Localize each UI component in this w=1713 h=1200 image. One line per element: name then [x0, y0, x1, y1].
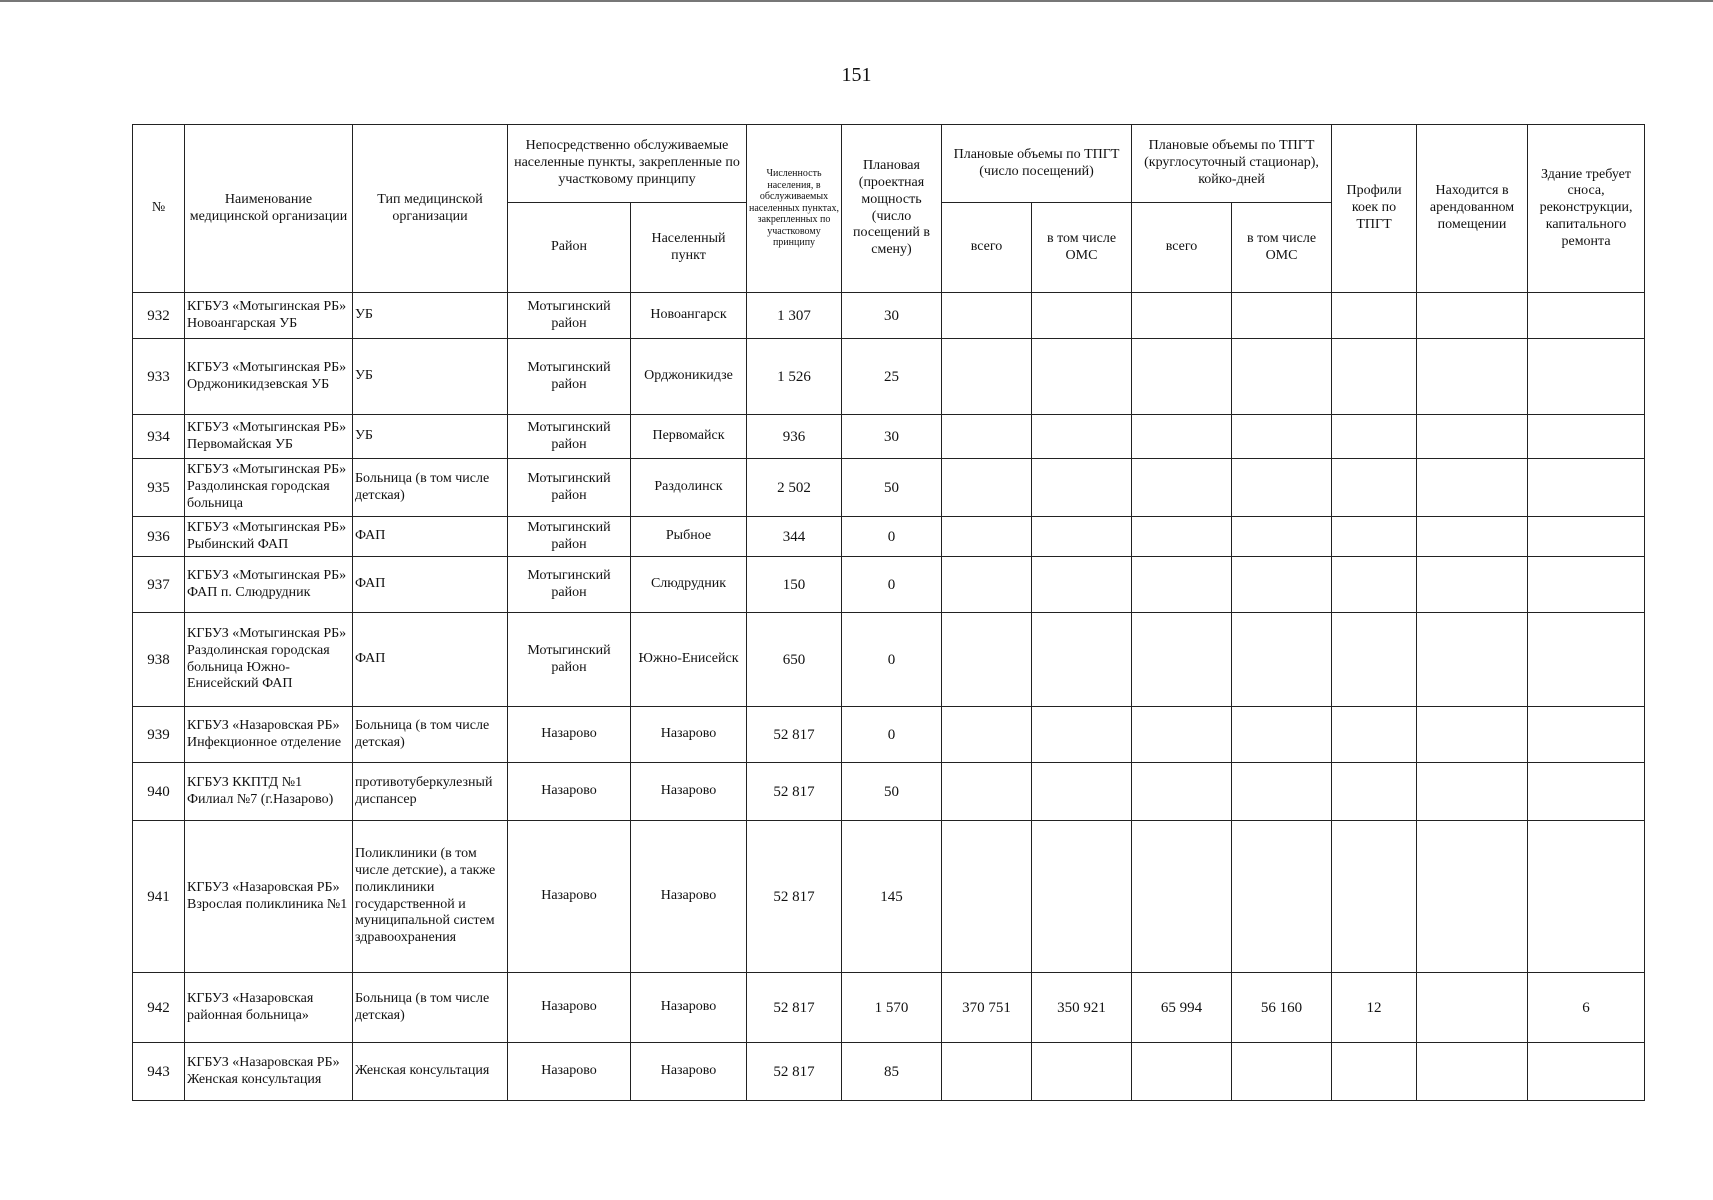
district-cell: Назарово: [508, 707, 631, 763]
district-cell: Мотыгинский район: [508, 613, 631, 707]
settlement-cell: Назарово: [631, 763, 747, 821]
bed-profiles-cell: 12: [1332, 973, 1417, 1043]
table-row: [133, 517, 1645, 557]
header-demolition: Здание требует сноса, реконструкции, капитального ремонта: [1528, 125, 1645, 293]
table-row: [133, 459, 1645, 517]
org-type-cell: Больница (в том числе детская): [353, 707, 508, 763]
demolition-cell: [1528, 613, 1645, 707]
row-number: 933: [133, 339, 185, 415]
beds-oms-cell: [1232, 459, 1332, 517]
rented-cell: [1417, 517, 1528, 557]
table-row: [133, 293, 1645, 339]
demolition-cell: 6: [1528, 973, 1645, 1043]
header-settlements-group: Непосредственно обслуживаемые населенные пункты, закрепленные по участковому принципу: [508, 125, 747, 203]
demolition-cell: [1528, 415, 1645, 459]
table-row: [133, 613, 1645, 707]
beds-oms-cell: [1232, 293, 1332, 339]
header-settlement: Населенный пункт: [631, 203, 747, 293]
district-cell: Мотыгинский район: [508, 339, 631, 415]
demolition-cell: [1528, 557, 1645, 613]
visits-oms-cell: [1032, 821, 1132, 973]
settlement-cell: Новоангарск: [631, 293, 747, 339]
bed-profiles-cell: [1332, 459, 1417, 517]
org-type-cell: УБ: [353, 293, 508, 339]
header-beds-group: Плановые объемы по ТПГТ (круглосуточный стационар), койко-дней: [1132, 125, 1332, 203]
header-org-type: Тип медицинской организации: [353, 125, 508, 293]
visits-oms-cell: [1032, 415, 1132, 459]
demolition-cell: [1528, 293, 1645, 339]
row-number: 941: [133, 821, 185, 973]
beds-oms-cell: [1232, 707, 1332, 763]
org-type-cell: ФАП: [353, 517, 508, 557]
bed-profiles-cell: [1332, 763, 1417, 821]
beds-oms-cell: [1232, 763, 1332, 821]
rented-cell: [1417, 293, 1528, 339]
visits-oms-cell: [1032, 1043, 1132, 1101]
org-name-cell: КГБУЗ «Назаровская РБ» Взрослая поликлиника №1: [185, 821, 353, 973]
visits-total-cell: [942, 821, 1032, 973]
demolition-cell: [1528, 1043, 1645, 1101]
visits-oms-cell: [1032, 707, 1132, 763]
page-number: 151: [841, 64, 872, 86]
rented-cell: [1417, 459, 1528, 517]
org-type-cell: Поликлиники (в том числе детские), а также поликлиники государственной и муниципальной систем здравоохранения: [353, 821, 508, 973]
facilities-table: [132, 124, 1645, 1101]
bed-profiles-cell: [1332, 1043, 1417, 1101]
beds-total-cell: [1132, 821, 1232, 973]
bed-profiles-cell: [1332, 557, 1417, 613]
table-row: [133, 557, 1645, 613]
settlement-cell: Слюдрудник: [631, 557, 747, 613]
settlement-cell: Раздолинск: [631, 459, 747, 517]
district-cell: Назарово: [508, 763, 631, 821]
row-number: 943: [133, 1043, 185, 1101]
beds-total-cell: [1132, 415, 1232, 459]
visits-total-cell: [942, 517, 1032, 557]
visits-oms-cell: [1032, 557, 1132, 613]
beds-total-cell: [1132, 763, 1232, 821]
capacity-cell: 0: [842, 517, 942, 557]
district-cell: Мотыгинский район: [508, 557, 631, 613]
demolition-cell: [1528, 763, 1645, 821]
district-cell: Мотыгинский район: [508, 293, 631, 339]
table-row: [133, 763, 1645, 821]
bed-profiles-cell: [1332, 415, 1417, 459]
org-type-cell: ФАП: [353, 557, 508, 613]
visits-oms-cell: 350 921: [1032, 973, 1132, 1043]
rented-cell: [1417, 415, 1528, 459]
rented-cell: [1417, 339, 1528, 415]
beds-total-cell: [1132, 293, 1232, 339]
capacity-cell: 0: [842, 557, 942, 613]
district-cell: Мотыгинский район: [508, 517, 631, 557]
row-number: 942: [133, 973, 185, 1043]
settlement-cell: Рыбное: [631, 517, 747, 557]
org-type-cell: ФАП: [353, 613, 508, 707]
visits-total-cell: [942, 293, 1032, 339]
org-name-cell: КГБУЗ «Мотыгинская РБ» Рыбинский ФАП: [185, 517, 353, 557]
visits-oms-cell: [1032, 293, 1132, 339]
population-cell: 1 307: [747, 293, 842, 339]
settlement-cell: Назарово: [631, 973, 747, 1043]
capacity-cell: 30: [842, 415, 942, 459]
row-number: 937: [133, 557, 185, 613]
org-name-cell: КГБУЗ «Мотыгинская РБ» Орджоникидзевская УБ: [185, 339, 353, 415]
beds-total-cell: [1132, 339, 1232, 415]
visits-oms-cell: [1032, 613, 1132, 707]
org-name-cell: КГБУЗ «Мотыгинская РБ» Раздолинская городская больница: [185, 459, 353, 517]
population-cell: 1 526: [747, 339, 842, 415]
visits-total-cell: [942, 339, 1032, 415]
table-row: [133, 973, 1645, 1043]
org-type-cell: Больница (в том числе детская): [353, 973, 508, 1043]
population-cell: 52 817: [747, 973, 842, 1043]
header-rented: Находится в арендованном помещении: [1417, 125, 1528, 293]
header-visits-oms: в том числе ОМС: [1032, 203, 1132, 293]
population-cell: 52 817: [747, 821, 842, 973]
header-visits-group: Плановые объемы по ТПГТ (число посещений): [942, 125, 1132, 203]
settlement-cell: Орджоникидзе: [631, 339, 747, 415]
population-cell: 936: [747, 415, 842, 459]
rented-cell: [1417, 1043, 1528, 1101]
beds-total-cell: [1132, 517, 1232, 557]
demolition-cell: [1528, 339, 1645, 415]
org-name-cell: КГБУЗ «Мотыгинская РБ» Раздолинская городская больница Южно-Енисейский ФАП: [185, 613, 353, 707]
capacity-cell: 30: [842, 293, 942, 339]
row-number: 934: [133, 415, 185, 459]
beds-total-cell: [1132, 613, 1232, 707]
beds-oms-cell: [1232, 517, 1332, 557]
capacity-cell: 25: [842, 339, 942, 415]
bed-profiles-cell: [1332, 707, 1417, 763]
population-cell: 52 817: [747, 763, 842, 821]
population-cell: 52 817: [747, 707, 842, 763]
beds-oms-cell: [1232, 415, 1332, 459]
rented-cell: [1417, 707, 1528, 763]
visits-total-cell: [942, 415, 1032, 459]
beds-total-cell: [1132, 557, 1232, 613]
org-type-cell: УБ: [353, 339, 508, 415]
beds-total-cell: [1132, 459, 1232, 517]
header-district: Район: [508, 203, 631, 293]
bed-profiles-cell: [1332, 339, 1417, 415]
beds-total-cell: 65 994: [1132, 973, 1232, 1043]
top-border-line: [0, 0, 1713, 2]
rented-cell: [1417, 821, 1528, 973]
population-cell: 344: [747, 517, 842, 557]
capacity-cell: 0: [842, 707, 942, 763]
district-cell: Мотыгинский район: [508, 415, 631, 459]
beds-oms-cell: [1232, 557, 1332, 613]
visits-oms-cell: [1032, 459, 1132, 517]
org-name-cell: КГБУЗ ККПТД №1 Филиал №7 (г.Назарово): [185, 763, 353, 821]
bed-profiles-cell: [1332, 613, 1417, 707]
settlement-cell: Южно-Енисейск: [631, 613, 747, 707]
demolition-cell: [1528, 821, 1645, 973]
rented-cell: [1417, 613, 1528, 707]
district-cell: Назарово: [508, 1043, 631, 1101]
demolition-cell: [1528, 517, 1645, 557]
row-number: 939: [133, 707, 185, 763]
visits-total-cell: [942, 707, 1032, 763]
org-type-cell: Женская консультация: [353, 1043, 508, 1101]
table-row: [133, 1043, 1645, 1101]
population-cell: 2 502: [747, 459, 842, 517]
bed-profiles-cell: [1332, 293, 1417, 339]
settlement-cell: Назарово: [631, 707, 747, 763]
beds-oms-cell: [1232, 339, 1332, 415]
demolition-cell: [1528, 459, 1645, 517]
row-number: 936: [133, 517, 185, 557]
table-row: [133, 707, 1645, 763]
header-population: Численность населения, в обслуживаемых населенных пунктах, закрепленных по участковому принципу: [747, 125, 842, 293]
org-name-cell: КГБУЗ «Мотыгинская РБ» ФАП п. Слюдрудник: [185, 557, 353, 613]
capacity-cell: 85: [842, 1043, 942, 1101]
beds-total-cell: [1132, 707, 1232, 763]
org-name-cell: КГБУЗ «Назаровская районная больница»: [185, 973, 353, 1043]
beds-oms-cell: [1232, 821, 1332, 973]
visits-total-cell: [942, 557, 1032, 613]
header-bed-profiles: Профили коек по ТПГТ: [1332, 125, 1417, 293]
capacity-cell: 145: [842, 821, 942, 973]
population-cell: 52 817: [747, 1043, 842, 1101]
table-row: [133, 415, 1645, 459]
beds-oms-cell: [1232, 613, 1332, 707]
row-number: 938: [133, 613, 185, 707]
row-number: 940: [133, 763, 185, 821]
settlement-cell: Назарово: [631, 1043, 747, 1101]
org-type-cell: Больница (в том числе детская): [353, 459, 508, 517]
org-name-cell: КГБУЗ «Назаровская РБ» Женская консультация: [185, 1043, 353, 1101]
settlement-cell: Назарово: [631, 821, 747, 973]
row-number: 935: [133, 459, 185, 517]
header-beds-total: всего: [1132, 203, 1232, 293]
settlement-cell: Первомайск: [631, 415, 747, 459]
bed-profiles-cell: [1332, 821, 1417, 973]
district-cell: Назарово: [508, 821, 631, 973]
org-type-cell: противотуберкулезный диспансер: [353, 763, 508, 821]
visits-total-cell: 370 751: [942, 973, 1032, 1043]
rented-cell: [1417, 557, 1528, 613]
visits-total-cell: [942, 459, 1032, 517]
population-cell: 650: [747, 613, 842, 707]
capacity-cell: 0: [842, 613, 942, 707]
capacity-cell: 1 570: [842, 973, 942, 1043]
org-name-cell: КГБУЗ «Мотыгинская РБ» Новоангарская УБ: [185, 293, 353, 339]
visits-oms-cell: [1032, 339, 1132, 415]
table-row: [133, 339, 1645, 415]
visits-oms-cell: [1032, 517, 1132, 557]
table-row: [133, 821, 1645, 973]
org-type-cell: УБ: [353, 415, 508, 459]
rented-cell: [1417, 763, 1528, 821]
row-number: 932: [133, 293, 185, 339]
visits-total-cell: [942, 613, 1032, 707]
demolition-cell: [1528, 707, 1645, 763]
org-name-cell: КГБУЗ «Назаровская РБ» Инфекционное отделение: [185, 707, 353, 763]
capacity-cell: 50: [842, 459, 942, 517]
visits-total-cell: [942, 763, 1032, 821]
beds-oms-cell: [1232, 1043, 1332, 1101]
beds-oms-cell: 56 160: [1232, 973, 1332, 1043]
header-org-name: Наименование медицинской организации: [185, 125, 353, 293]
district-cell: Назарово: [508, 973, 631, 1043]
beds-total-cell: [1132, 1043, 1232, 1101]
bed-profiles-cell: [1332, 517, 1417, 557]
district-cell: Мотыгинский район: [508, 459, 631, 517]
population-cell: 150: [747, 557, 842, 613]
capacity-cell: 50: [842, 763, 942, 821]
header-capacity: Плановая (проектная мощность (число посещений в смену): [842, 125, 942, 293]
org-name-cell: КГБУЗ «Мотыгинская РБ» Первомайская УБ: [185, 415, 353, 459]
visits-total-cell: [942, 1043, 1032, 1101]
header-no: №: [133, 125, 185, 293]
header-visits-total: всего: [942, 203, 1032, 293]
rented-cell: [1417, 973, 1528, 1043]
visits-oms-cell: [1032, 763, 1132, 821]
header-beds-oms: в том числе ОМС: [1232, 203, 1332, 293]
